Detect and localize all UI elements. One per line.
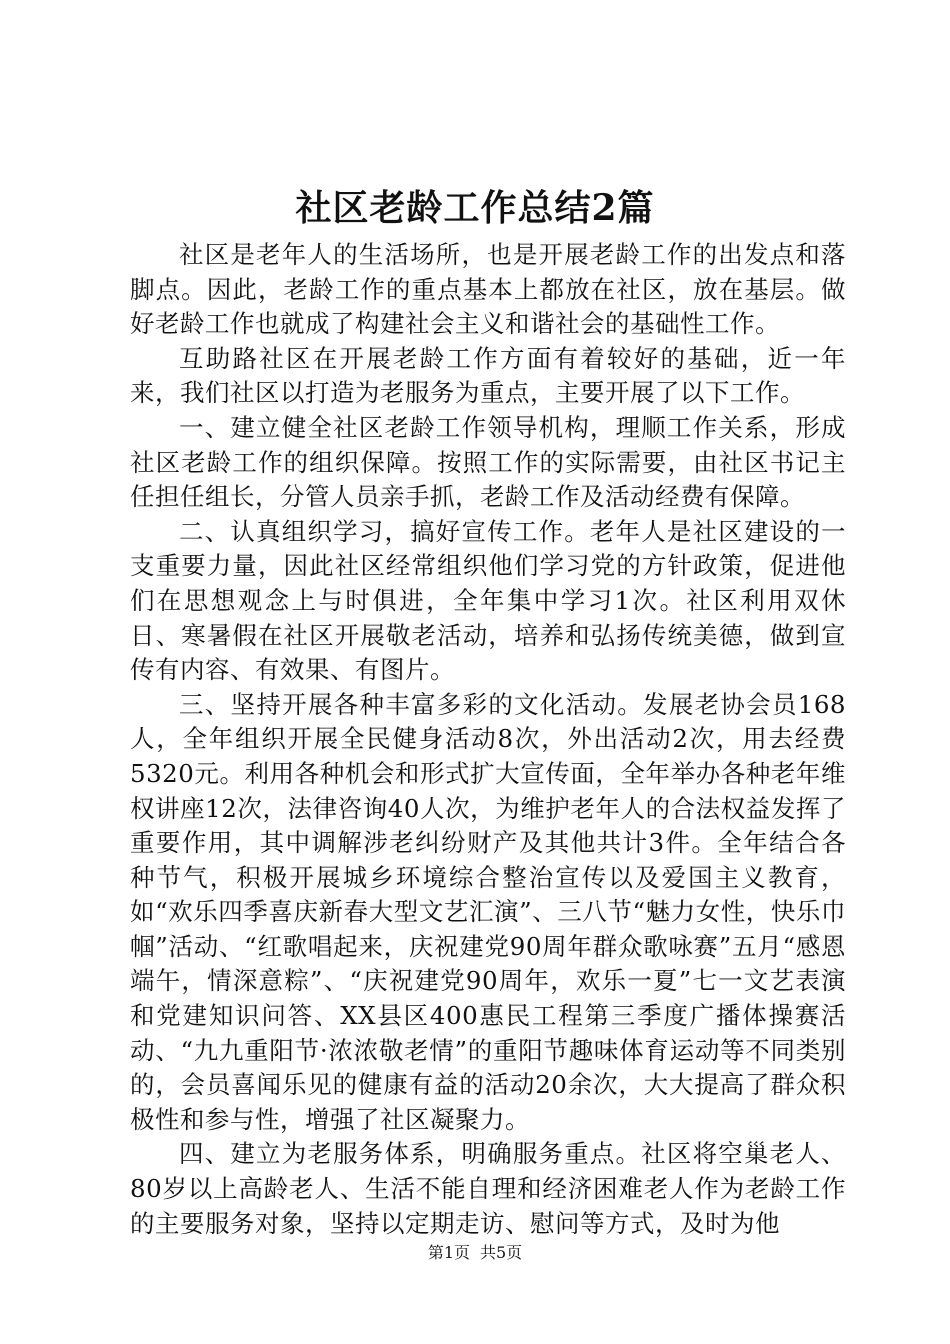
paragraph-section-4: 四、建立为老服务体系，明确服务重点。社区将空巢老人、80岁以上高龄老人、生活不能自理和经济困难老人作为老龄工作的主要服务对象，坚持以定期走访、慰问等方式，及时为他 xyxy=(130,1139,846,1238)
paragraph-section-1: 一、建立健全社区老龄工作领导机构，理顺工作关系，形成社区老龄工作的组织保障。按照工作的实际需要，由社区书记主任担任组长，分管人员亲手抓，老龄工作及活动经费有保障。 xyxy=(130,412,846,512)
page-footer xyxy=(0,1242,950,1264)
document-body xyxy=(130,238,846,1241)
document-title: 社区老龄工作总结2篇 xyxy=(295,187,655,229)
paragraph-section-3: 三、坚持开展各种丰富多彩的文化活动。发展老协会员168人，全年组织开展全民健身活动8次，外出活动2次，用去经费5320元。利用各种机会和形式扩大宣传面，全年举办各种老年维权讲座12次，法律咨询40人次，为维护老年人的合法权益发挥了重要作用，其中调解涉老纠纷财产及其他共计3件。全年结合各种节气，积极开展城乡环境综合整治宣传以及爱国主义教育，如“欢乐四季喜庆新春大型文艺汇演”、三八节“魅力女性，快乐巾帼”活动、“红歌唱起来，庆祝建党90周年群众歌咏赛”五月“感恩端午，情深意粽”、“庆祝建党90周年，欢乐一夏”七一文艺表演和党建知识问答、XX县区400惠民工程第三季度广播体操赛活动、“九九重阳节·浓浓敬老情”的重阳节趣味体育运动等不同类别的，会员喜闻乐见的健康有益的活动20余次，大大提高了群众积极性和参与性，增强了社区凝聚力。 xyxy=(130,689,846,1134)
paragraph-background: 互助路社区在开展老龄工作方面有着较好的基础，近一年来，我们社区以打造为老服务为重点，主要开展了以下工作。 xyxy=(130,343,846,408)
page-number: 第1页 xyxy=(427,1243,470,1262)
paragraph-intro: 社区是老年人的生活场所，也是开展老龄工作的出发点和落脚点。因此，老龄工作的重点基本上都放在社区，放在基层。做好老龄工作也就成了构建社会主义和谐社会的基础性工作。 xyxy=(130,240,846,339)
page-total: 共5页 xyxy=(480,1243,523,1262)
paragraph-section-2: 二、认真组织学习，搞好宣传工作。老年人是社区建设的一支重要力量，因此社区经常组织他们学习党的方针政策，促进他们在思想观念上与时俱进，全年集中学习1次。社区利用双休日、寒暑假在社区开展敬老活动，培养和弘扬传统美德，做到宣传有内容、有效果、有图片。 xyxy=(130,516,846,685)
